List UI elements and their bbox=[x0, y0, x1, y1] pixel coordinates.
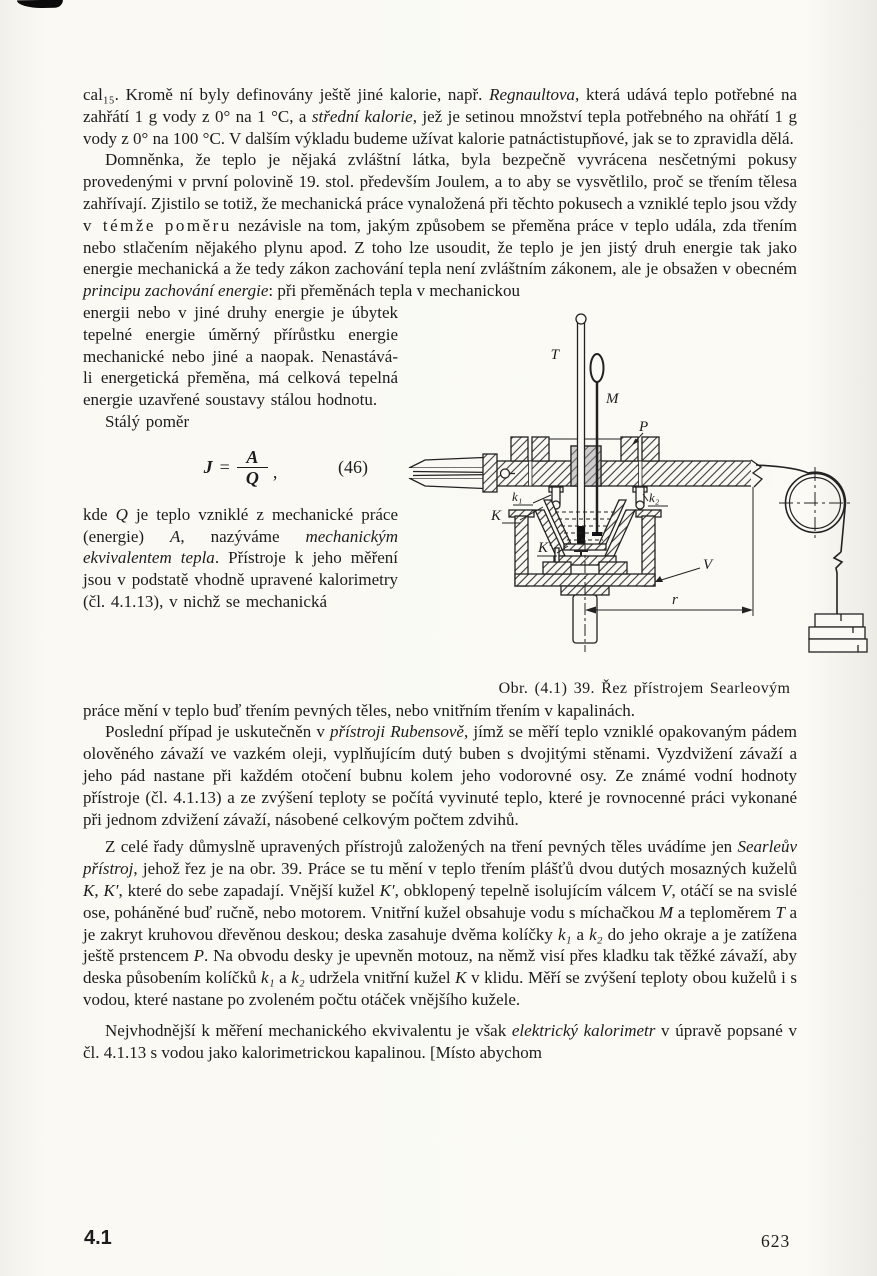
paragraph-heat-theory: Domněnka, že teplo je nějaká zvláštní látka, byla bezpečně vyvrácena nesčetnými pokusy provedenými v první polovině 19. stol. především Joulem, a to aby se vysvětlilo, proč se třením tělesa zahřívají. Zjistilo se totiž, že mechanická práce vynaložená při těchto pokusech a vzniklé teplo jsou vždy v témže poměru nezávisle na tom, jakým způsobem se přeměna práce v teplo udála, zda třením nebo stlačením nějakého plynu apod. Z toho lze usoudit, že teplo je jen jistý druh energie tak jako energie mechanická a že tedy zákon zachování tepla není zvláštním zákonem, ale je obsažen v obecném principu zachování energie: při přeměnách tepla v mechanickou bbox=[83, 150, 797, 301]
equation-denominator: Q bbox=[237, 467, 268, 489]
paragraph-rubens-apparatus: Poslední případ je uskutečněn v přístroji Rubensově, jímž se měří teplo vzniklé opakovaným pádem olověného závaží ve vazkém oleji, vyplňujícím dutý buben s dvojitými stěnami. Vyzdvižení závaží a jeho pád nastane při každém otočení bubnu kolem jeho vodorovné osy. Ze známé vodní hodnoty přístroje (čl. 4.1.13) a ze zvýšení teploty se počítá vyvinuté teplo, které je rovnocenné práci vykonané při jednom zdvižení závaží, násobené celkovým počtem zdvihů. bbox=[83, 722, 797, 829]
label-thermometer: T bbox=[550, 346, 559, 363]
equation-equals: = bbox=[219, 456, 230, 477]
figure-block bbox=[398, 304, 877, 700]
stirrer bbox=[591, 354, 604, 536]
equation-fraction bbox=[237, 447, 268, 489]
paragraph-searle-apparatus: Z celé řady důmyslně upravených přístrojů založených na tření pevných těles uvádíme jen Searleův přístroj, jehož řez je na obr. 39. Práce se tu mění v teplo třením plášťů dvou dutých mosazných kuželů K, K′, které do sebe zapadají. Vnější kužel K′, obklopený tepelně isolujícím válcem V, otáčí se na svislé ose, poháněné buď ručně, nebo motorem. Vnitřní kužel obsahuje vodu s míchačkou M a teploměrem T a je zakryt kruhovou dřevěnou deskou; deska zasahuje dvěma kolíčky k₁ a k₂ do jeho okraje a je zatížena ještě prstencem P. Na obvodu desky je upevněn motouz, na němž visí přes kladku tak těžké závaží, aby deska působením kolíčků k₁ a k₂ udržela vnitřní kužel K v klidu. Měří se zvýšení teploty obou kuželů i s vodou, které nastane po zvoleném počtu otáček vnějšího kužele. bbox=[83, 837, 798, 1009]
pulley bbox=[779, 467, 851, 539]
paragraph-friction-resume: práce mění v teplo buď třením pevných těles, nebo vnitřním třením v kapalinách. bbox=[83, 700, 635, 720]
scan-artifact-blob bbox=[17, 0, 63, 8]
equation-lhs: J bbox=[203, 456, 213, 477]
paragraph-steady-ratio: Stálý poměr bbox=[105, 411, 190, 431]
left-column bbox=[83, 302, 398, 613]
pin-k2 bbox=[633, 487, 647, 509]
label-ring: P bbox=[639, 418, 649, 435]
paragraph-energy-conservation: energii nebo v jiné druhy energie je úbytek tepelné energie úměrný přírůstku energie mechanické nebo jiné a naopak. Nenastává-li energetická přeměna, má celková tepelná energie uzavřené soustavy stálou hodnotu. bbox=[83, 302, 398, 410]
page-number: 623 bbox=[761, 1231, 791, 1251]
two-column-region bbox=[83, 302, 797, 700]
equation-numerator: A bbox=[246, 446, 259, 467]
paragraph-mechanical-equivalent: kde Q je teplo vzniklé z mechanické práce (energie) A, nazýváme mechanickým ekvivalentem tepla. Přístroje k jeho měření jsou v podstatě vhodně upravené kalorimetry (čl. 4.1.13), v nichž se mechanická bbox=[83, 504, 398, 611]
equation-46 bbox=[83, 442, 398, 494]
section-number: 4.1 bbox=[84, 1227, 112, 1249]
paragraph-calories: cal₁₅. Kromě ní byly definovány ještě jiné kalorie, např. Regnaultova, která udává teplo potřebné na zahřátí 1 g vody z 0° na 1 °C, a střední kalorie, jež je setinou množství tepla potřebného na ohřátí 1 g vody z 0° na 100 °C. V dalším výkladu budeme užívat kalorie patnáctistupňové, jak se to zpravidla dělá. bbox=[83, 85, 797, 148]
searle-apparatus-figure bbox=[407, 304, 877, 654]
label-pin-right: k₂ bbox=[649, 489, 660, 505]
paragraph-electric-calorimeter: Nejvhodnější k měření mechanického ekvivalentu je však elektrický kalorimetr v úpravě popsané v čl. 4.1.13 s vodou jako kalorimetrickou kapalinou. [Místo abychom bbox=[83, 1020, 797, 1062]
equation-comma: , bbox=[272, 461, 278, 482]
label-pin-left: k₁ bbox=[512, 488, 523, 504]
label-stirrer: M bbox=[606, 390, 619, 407]
label-inner-cone: K bbox=[490, 507, 501, 524]
label-radius: r bbox=[672, 591, 678, 608]
text-block bbox=[83, 84, 797, 1063]
label-outer-cone: K′ bbox=[538, 539, 552, 556]
weight-stack bbox=[809, 614, 867, 652]
label-vessel: V bbox=[703, 556, 713, 573]
wooden-disc bbox=[481, 459, 773, 488]
figure-caption: Obr. (4.1) 39. Řez přístrojem Searleovým bbox=[498, 679, 791, 697]
thermometer bbox=[574, 314, 588, 556]
equation-number: (46) bbox=[338, 456, 368, 477]
